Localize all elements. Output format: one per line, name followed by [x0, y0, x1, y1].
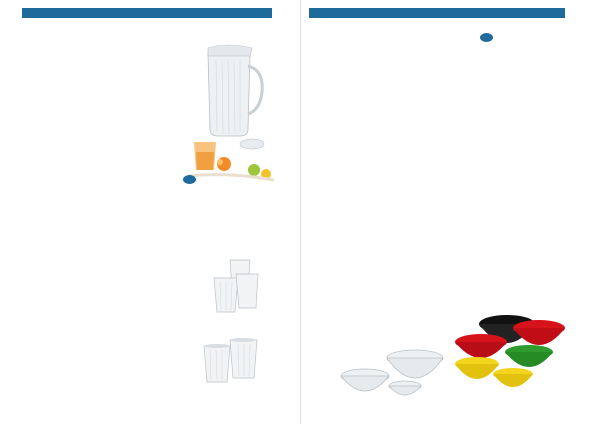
left-header-bar	[22, 8, 272, 18]
nf-certification-icon	[183, 175, 196, 184]
right-page	[300, 0, 600, 424]
carafe-photo	[188, 24, 274, 184]
right-header-bar	[309, 8, 565, 18]
cups-photo	[196, 250, 276, 398]
salad-bowls-photo	[335, 302, 581, 406]
nf-certification-icon	[480, 33, 493, 42]
